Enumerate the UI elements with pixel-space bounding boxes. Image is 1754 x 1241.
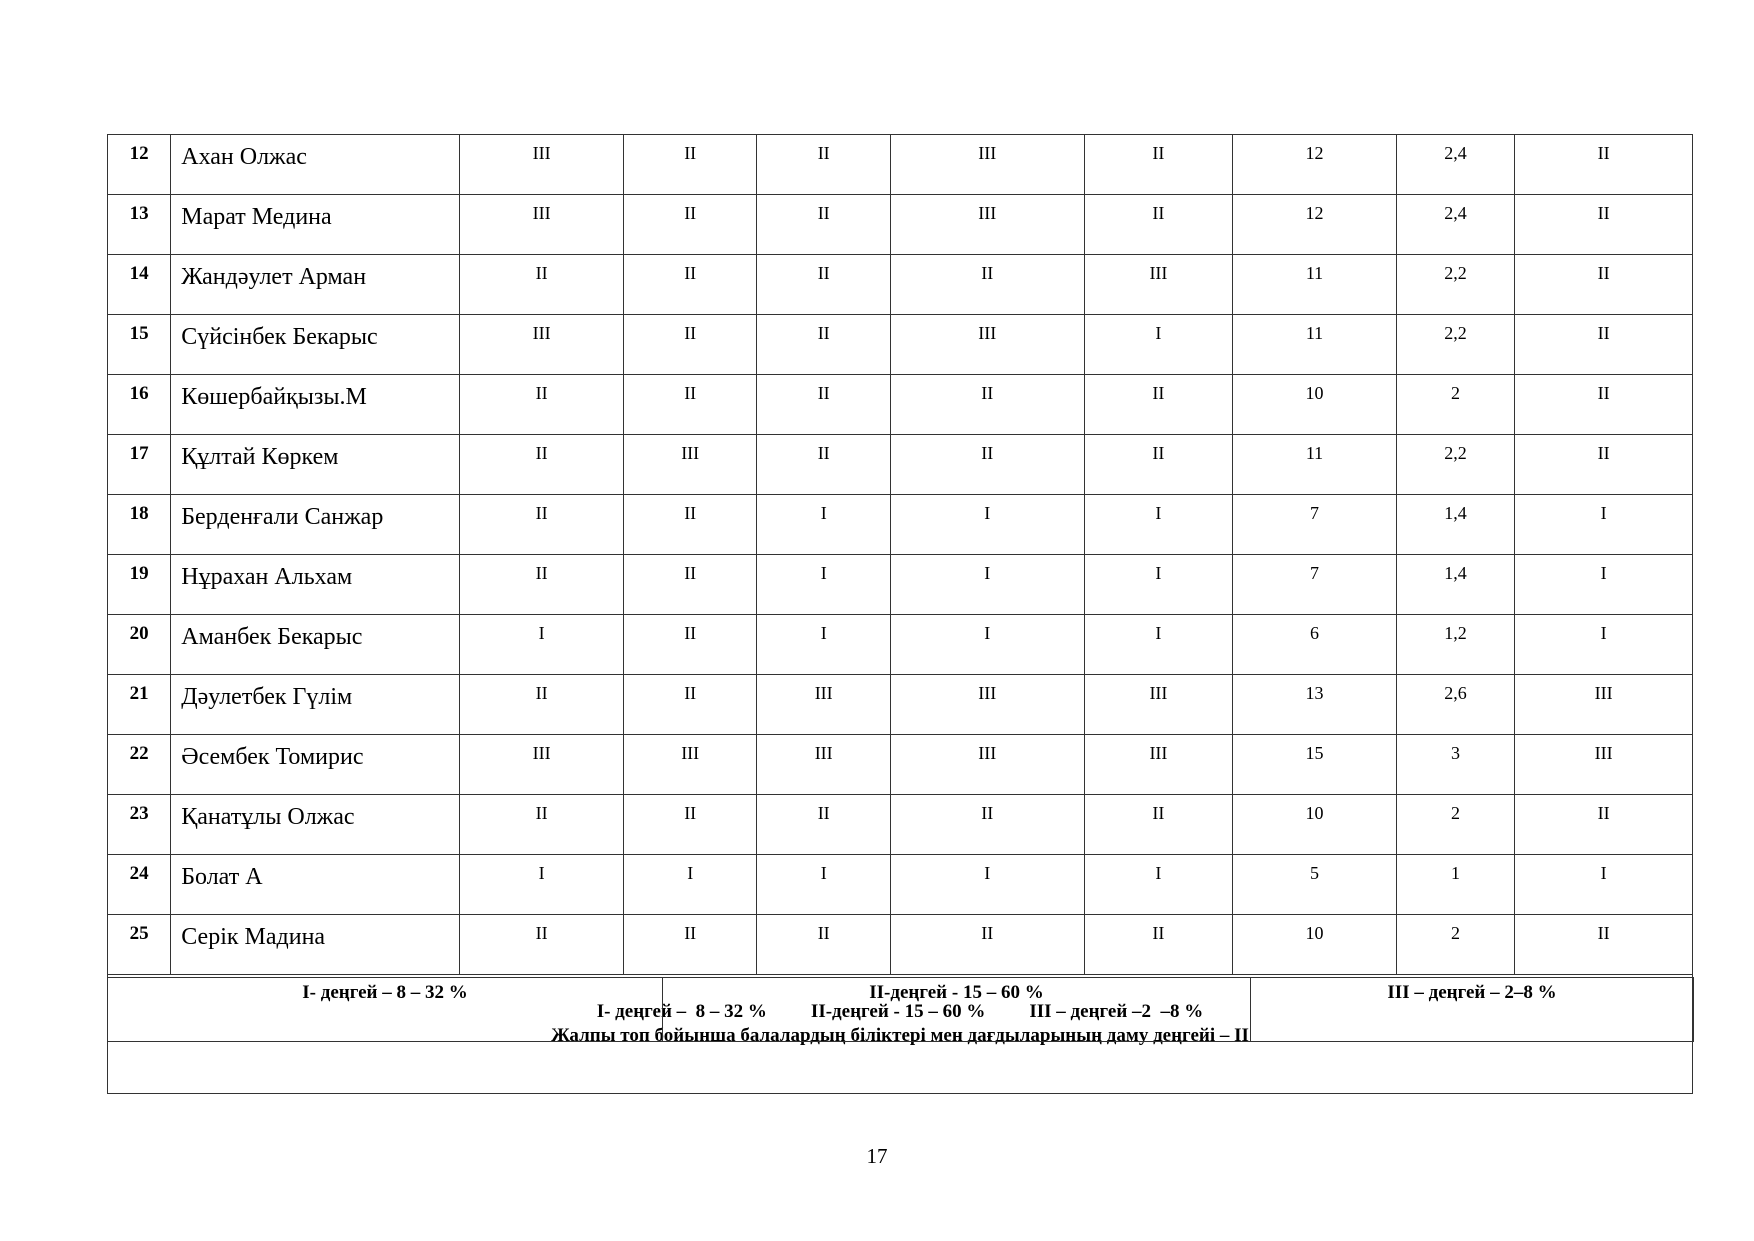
- score-2: II: [623, 195, 757, 255]
- score-4: II: [890, 435, 1084, 495]
- score-1: III: [460, 195, 624, 255]
- score-1: III: [460, 135, 624, 195]
- score-1: II: [460, 435, 624, 495]
- student-name: Көшербайқызы.М: [171, 375, 460, 435]
- row-number: 13: [108, 195, 171, 255]
- score-5: III: [1084, 255, 1233, 315]
- student-name: Берденғали Санжар: [171, 495, 460, 555]
- summary-level-3: III – деңгей –2 –8 %: [1029, 1001, 1204, 1022]
- score-2: II: [623, 315, 757, 375]
- score-1: II: [460, 915, 624, 975]
- row-number: 19: [108, 555, 171, 615]
- level-3-cell: III – деңгей – 2–8 %: [1251, 978, 1694, 1042]
- score-5: I: [1084, 555, 1233, 615]
- score-5: I: [1084, 855, 1233, 915]
- score-2: II: [623, 555, 757, 615]
- score-5: II: [1084, 195, 1233, 255]
- score-5: III: [1084, 675, 1233, 735]
- score-2: II: [623, 495, 757, 555]
- level-result: I: [1515, 855, 1693, 915]
- score-4: III: [890, 675, 1084, 735]
- score-4: I: [890, 855, 1084, 915]
- total-score: 11: [1233, 315, 1397, 375]
- row-number: 16: [108, 375, 171, 435]
- score-2: III: [623, 435, 757, 495]
- levels-row: [108, 978, 1694, 1042]
- table-row: [108, 735, 1693, 795]
- level-result: II: [1515, 435, 1693, 495]
- student-name: Жандәулет Арман: [171, 255, 460, 315]
- score-4: II: [890, 255, 1084, 315]
- summary-level-2: II-деңгей - 15 – 60 %: [810, 1001, 986, 1022]
- row-number: 20: [108, 615, 171, 675]
- table-row: [108, 915, 1693, 975]
- score-1: II: [460, 555, 624, 615]
- row-number: 22: [108, 735, 171, 795]
- score-5: II: [1084, 435, 1233, 495]
- score-3: II: [757, 135, 891, 195]
- score-4: II: [890, 375, 1084, 435]
- total-score: 7: [1233, 555, 1397, 615]
- average-score: 1,4: [1396, 495, 1514, 555]
- average-score: 2,2: [1396, 315, 1514, 375]
- student-name: Аманбек Бекарыс: [171, 615, 460, 675]
- level-result: II: [1515, 255, 1693, 315]
- score-1: III: [460, 735, 624, 795]
- student-name: Марат Медина: [171, 195, 460, 255]
- score-5: II: [1084, 915, 1233, 975]
- score-3: II: [757, 315, 891, 375]
- score-2: II: [623, 795, 757, 855]
- table-row: [108, 375, 1693, 435]
- summary-overall: Жалпы топ бойынша балалардың біліктері мен дағдыларының даму деңгейі – II: [551, 1025, 1249, 1046]
- total-score: 12: [1233, 135, 1397, 195]
- score-4: III: [890, 735, 1084, 795]
- table-row: [108, 675, 1693, 735]
- score-2: II: [623, 615, 757, 675]
- score-1: I: [460, 615, 624, 675]
- total-score: 11: [1233, 435, 1397, 495]
- score-3: I: [757, 855, 891, 915]
- score-1: II: [460, 795, 624, 855]
- row-number: 23: [108, 795, 171, 855]
- total-score: 10: [1233, 375, 1397, 435]
- table-row: [108, 315, 1693, 375]
- table-row: [108, 255, 1693, 315]
- score-2: II: [623, 915, 757, 975]
- average-score: 1,4: [1396, 555, 1514, 615]
- score-5: I: [1084, 495, 1233, 555]
- score-4: II: [890, 795, 1084, 855]
- table-body: [108, 135, 1693, 975]
- total-score: 10: [1233, 915, 1397, 975]
- student-name: Нұрахан Альхам: [171, 555, 460, 615]
- score-2: II: [623, 675, 757, 735]
- student-name: Серік Мадина: [171, 915, 460, 975]
- score-4: III: [890, 135, 1084, 195]
- row-number: 21: [108, 675, 171, 735]
- score-5: II: [1084, 795, 1233, 855]
- average-score: 1: [1396, 855, 1514, 915]
- average-score: 2,6: [1396, 675, 1514, 735]
- score-3: III: [757, 735, 891, 795]
- score-5: I: [1084, 615, 1233, 675]
- average-score: 2,4: [1396, 135, 1514, 195]
- level-2-cell: II-деңгей - 15 – 60 %: [663, 978, 1251, 1042]
- score-5: III: [1084, 735, 1233, 795]
- score-3: II: [757, 375, 891, 435]
- student-name: Қанатұлы Олжас: [171, 795, 460, 855]
- table-row: [108, 855, 1693, 915]
- row-number: 18: [108, 495, 171, 555]
- total-score: 12: [1233, 195, 1397, 255]
- table-row: [108, 495, 1693, 555]
- total-score: 13: [1233, 675, 1397, 735]
- table-row: [108, 615, 1693, 675]
- score-4: III: [890, 195, 1084, 255]
- student-name: Құлтай Көркем: [171, 435, 460, 495]
- score-2: II: [623, 375, 757, 435]
- level-result: I: [1515, 495, 1693, 555]
- average-score: 2,4: [1396, 195, 1514, 255]
- score-4: I: [890, 555, 1084, 615]
- score-4: III: [890, 315, 1084, 375]
- score-5: II: [1084, 375, 1233, 435]
- score-1: II: [460, 495, 624, 555]
- average-score: 2: [1396, 795, 1514, 855]
- level-result: II: [1515, 915, 1693, 975]
- score-3: III: [757, 675, 891, 735]
- student-name: Сүйсінбек Бекарыс: [171, 315, 460, 375]
- table-row: [108, 195, 1693, 255]
- page-number: 17: [866, 1144, 888, 1168]
- summary-level-1: I- деңгей – 8 – 32 %: [596, 1001, 767, 1022]
- level-result: II: [1515, 375, 1693, 435]
- score-2: III: [623, 735, 757, 795]
- average-score: 2: [1396, 915, 1514, 975]
- table-row: [108, 435, 1693, 495]
- score-1: I: [460, 855, 624, 915]
- row-number: 17: [108, 435, 171, 495]
- score-2: I: [623, 855, 757, 915]
- score-1: III: [460, 315, 624, 375]
- score-1: II: [460, 375, 624, 435]
- average-score: 1,2: [1396, 615, 1514, 675]
- table-row: [108, 795, 1693, 855]
- student-name: Дәулетбек Гүлім: [171, 675, 460, 735]
- level-result: I: [1515, 555, 1693, 615]
- average-score: 3: [1396, 735, 1514, 795]
- row-number: 12: [108, 135, 171, 195]
- level-1-cell: I- деңгей – 8 – 32 %: [108, 978, 663, 1042]
- level-result: II: [1515, 195, 1693, 255]
- level-result: I: [1515, 615, 1693, 675]
- row-number: 15: [108, 315, 171, 375]
- student-name: Ахан Олжас: [171, 135, 460, 195]
- score-3: II: [757, 795, 891, 855]
- total-score: 7: [1233, 495, 1397, 555]
- level-result: II: [1515, 795, 1693, 855]
- score-3: I: [757, 555, 891, 615]
- student-name: Әсембек Томирис: [171, 735, 460, 795]
- total-score: 11: [1233, 255, 1397, 315]
- student-name: Болат А: [171, 855, 460, 915]
- total-score: 10: [1233, 795, 1397, 855]
- score-2: II: [623, 135, 757, 195]
- total-score: 5: [1233, 855, 1397, 915]
- score-1: II: [460, 675, 624, 735]
- average-score: 2: [1396, 375, 1514, 435]
- score-5: I: [1084, 315, 1233, 375]
- score-4: I: [890, 495, 1084, 555]
- score-4: II: [890, 915, 1084, 975]
- row-number: 24: [108, 855, 171, 915]
- score-4: I: [890, 615, 1084, 675]
- score-3: II: [757, 435, 891, 495]
- score-3: II: [757, 915, 891, 975]
- level-result: II: [1515, 315, 1693, 375]
- score-3: II: [757, 255, 891, 315]
- score-3: II: [757, 195, 891, 255]
- row-number: 25: [108, 915, 171, 975]
- level-result: III: [1515, 735, 1693, 795]
- level-result: III: [1515, 675, 1693, 735]
- average-score: 2,2: [1396, 435, 1514, 495]
- score-2: II: [623, 255, 757, 315]
- levels-table: [107, 977, 1694, 1042]
- table-row: [108, 555, 1693, 615]
- total-score: 6: [1233, 615, 1397, 675]
- total-score: 15: [1233, 735, 1397, 795]
- level-result: II: [1515, 135, 1693, 195]
- score-1: II: [460, 255, 624, 315]
- results-table: [107, 134, 1693, 1094]
- score-5: II: [1084, 135, 1233, 195]
- score-3: I: [757, 615, 891, 675]
- table-row: [108, 135, 1693, 195]
- row-number: 14: [108, 255, 171, 315]
- average-score: 2,2: [1396, 255, 1514, 315]
- score-3: I: [757, 495, 891, 555]
